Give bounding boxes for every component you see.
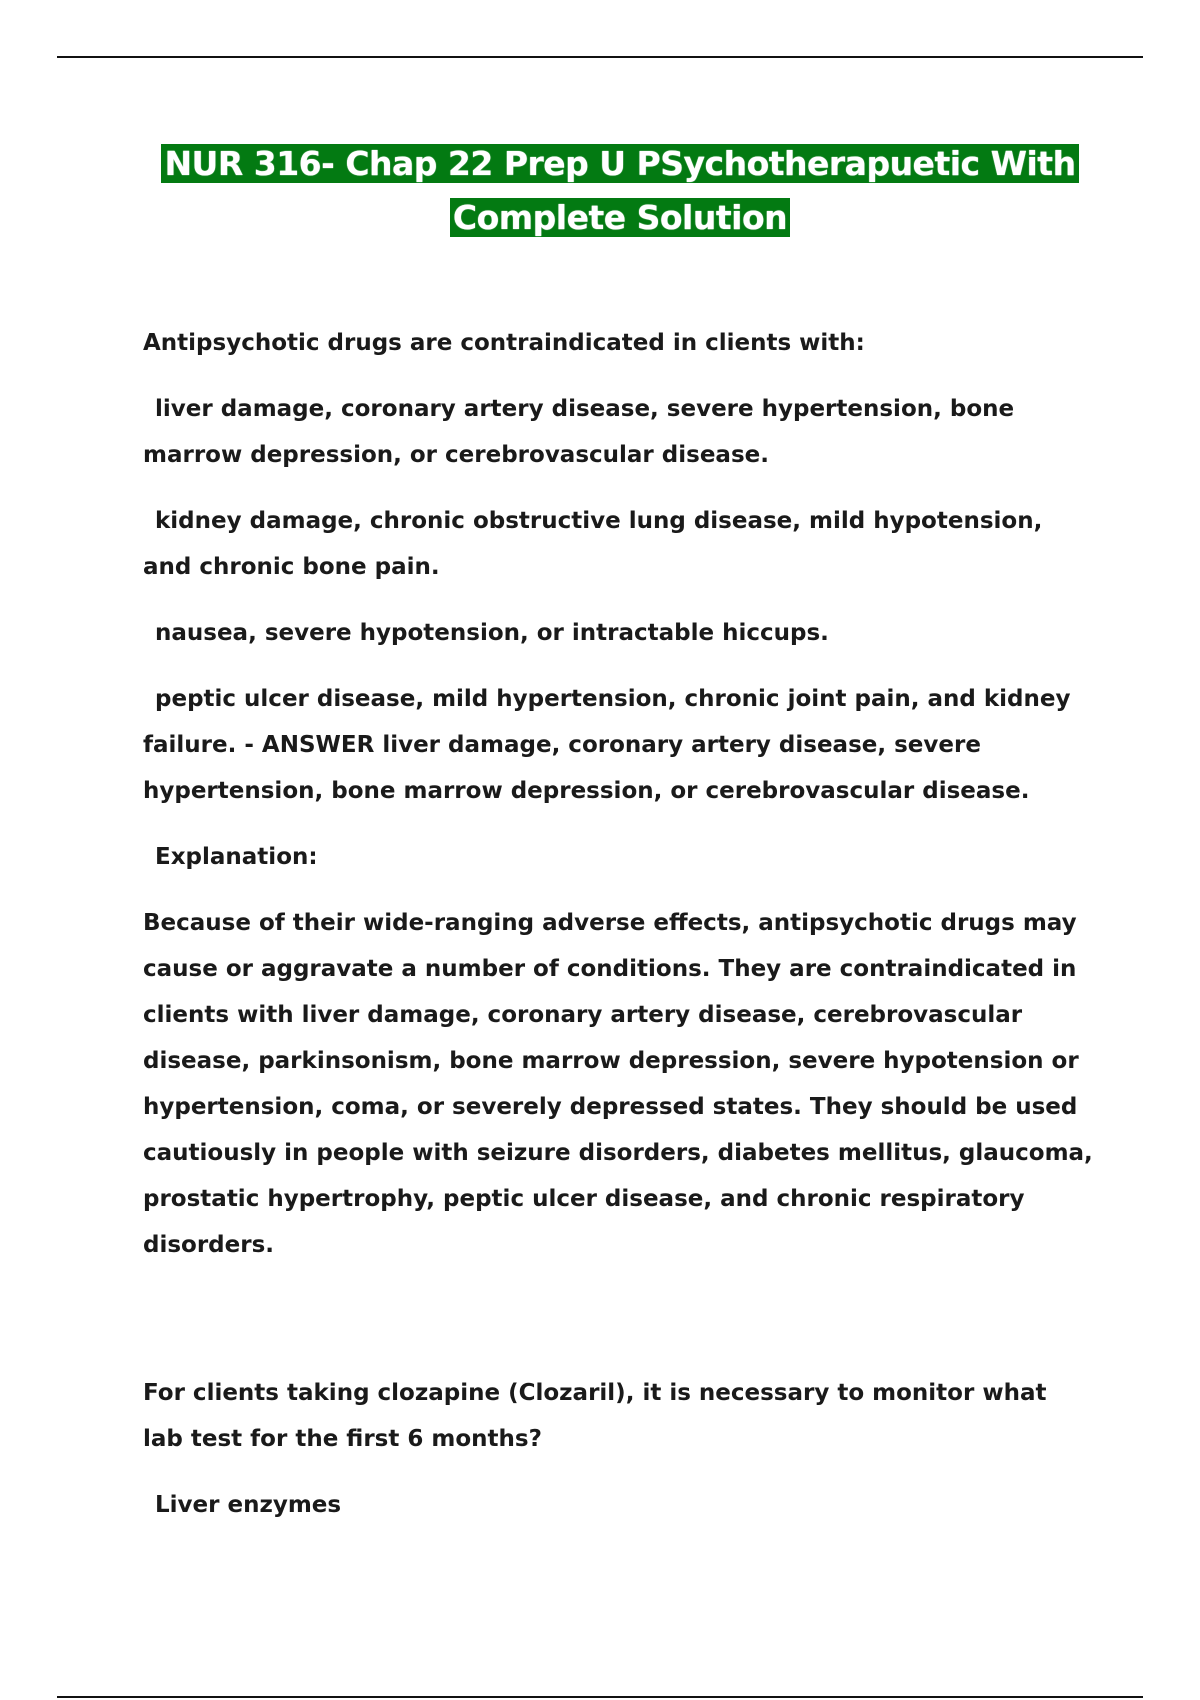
q1-option-2: kidney damage, chronic obstructive lung disease, mild hypotension, and chronic bone pain. xyxy=(143,508,1043,580)
q1-option-4: peptic ulcer disease, mild hypertension, chronic joint pain, and kidney failure. - ANSWER liver damage, coronary artery disease, severe hypertension, bone marrow depression, or cerebrovascular disease. xyxy=(143,686,1071,804)
document-body xyxy=(143,320,1093,1548)
q2-option-1: Liver enzymes xyxy=(155,1492,342,1518)
header-rule xyxy=(57,56,1143,58)
q1-explanation: Because of their wide-ranging adverse effects, antipsychotic drugs may cause or aggravate a number of conditions. They are contraindicated in clients with liver damage, coronary artery disease, cerebrovascular disease, parkinsonism, bone marrow depression, severe hypotension or hypertension, coma, or severely depressed states. They should be used cautiously in people with seizure disorders, diabetes mellitus, glaucoma, prostatic hypertrophy, peptic ulcer disease, and chronic respiratory disorders. xyxy=(143,910,1093,1258)
section-spacer xyxy=(143,1288,1093,1370)
q1-option-3: nausea, severe hypotension, or intractable hiccups. xyxy=(155,620,829,646)
title-line-2: Complete Solution xyxy=(450,198,790,237)
question-2: For clients taking clozapine (Clozaril), it is necessary to monitor what lab test for the first 6 months? xyxy=(143,1380,1047,1452)
question-1: Antipsychotic drugs are contraindicated in clients with: xyxy=(143,330,865,356)
q1-option-1: liver damage, coronary artery disease, severe hypertension, bone marrow depression, or cerebrovascular disease. xyxy=(143,396,1015,468)
q1-explanation-label: Explanation: xyxy=(155,844,318,870)
document-title xyxy=(100,140,1140,248)
footer-rule xyxy=(57,1696,1143,1698)
title-line-1: NUR 316- Chap 22 Prep U PSychotherapuetic With xyxy=(161,144,1078,183)
